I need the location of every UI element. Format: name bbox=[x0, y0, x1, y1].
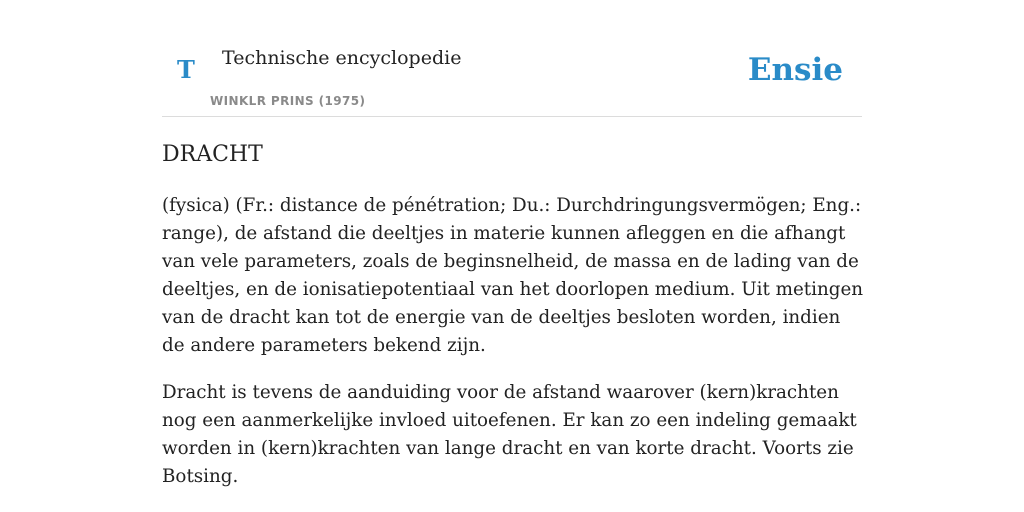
entry-paragraph: (fysica) (Fr.: distance de pénétration; Du.: Durchdringungsvermögen; Eng.: range), de afstand die deeltjes in materie kunnen afleggen en die afhangt van vele parameters, zoals de beginsnelheid, de massa en de lading van de deeltjes, en de ionisatiepotentiaal van het doorlopen medium. Uit metingen van de dracht kan tot de energie van de deeltjes besloten worden, indien de andere parameters bekend zijn. bbox=[162, 195, 864, 356]
entry-title: DRACHT bbox=[162, 142, 263, 167]
book-logo[interactable]: T bbox=[177, 55, 195, 84]
header bbox=[162, 0, 862, 117]
brand-logo[interactable]: Ensie bbox=[747, 52, 843, 88]
entry-body bbox=[162, 192, 864, 510]
book-source: WINKLR PRINS (1975) bbox=[210, 94, 366, 108]
book-title[interactable]: Technische encyclopedie bbox=[222, 47, 462, 69]
entry-paragraph: Dracht is tevens de aanduiding voor de afstand waarover (kern)krachten nog een aanmerkelijke invloed uitoefenen. Er kan zo een indeling gemaakt worden in (kern)krachten van lange dracht en van korte dracht. Voorts zie Botsing. bbox=[162, 382, 857, 487]
